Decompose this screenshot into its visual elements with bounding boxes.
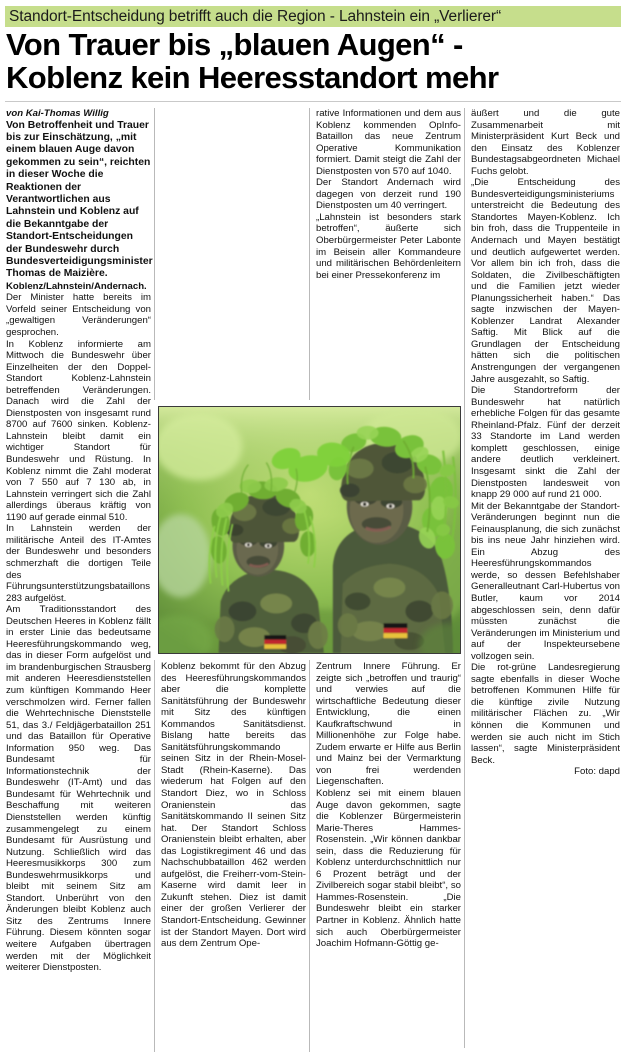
column-divider-2-top (309, 108, 310, 400)
paragraph: Koblenz sei mit einem blauen Auge davon gekommen, sagte die Koblenzer Bürgermeisterin Marie-Theres Hammes-Rosenstein. „Wir können dankbar sein, dass die Reduzierung für Koblenz unterdurchschnittlich nur 6 Prozent beträgt und der Zivilbereich sogar stabil bleibt“, so Hammes-Rosenstein. „Die Bundeswehr bleibt ein starker Partner in Koblenz. Ähnlich hatte sich auch Oberbürgermeister Joachim Hofmann-Göttig ge- (316, 788, 461, 950)
paragraph: rative Informationen und dem aus Koblenz kommenden OpInfo-Bataillon das neue Zentrum Operative Kommunikation formiert. Damit steigt die Zahl der Dienstposten von 570 auf 1040. (316, 108, 461, 177)
article-column-2 (161, 108, 306, 400)
page-title (6, 28, 622, 95)
paragraph: Der Standort Andernach wird dagegen von derzeit rund 190 Dienstposten um 40 verringert. (316, 177, 461, 212)
lead-paragraph: Von Betroffenheit und Trauer bis zur Einschätzung, „mit einem blauen Auge davon gekommen zu sein“, reichten in dieser Woche die Reaktionen der Verantwortlichen aus Lahnstein und Koblenz auf die Bekanntgabe der Standort-Entscheidungen der Bundeswehr durch Bundesverteidigungsminister Thomas de Maizière. (6, 119, 153, 280)
article-column-4 (471, 108, 620, 778)
paragraph: Die Standortreform der Bundeswehr hat natürlich erhebliche Folgen für das gesamte Rheinland-Pfalz. Fünf der derzeit 33 Standorte im Land werden komplett geschlossen, einige andere deutlich verkleinert. Insgesamt sinkt die Zahl der Dienstposten landesweit von knapp 29 000 auf rund 21 000. (471, 385, 620, 501)
headline-line-1: Von Trauer bis „blauen Augen“ - (6, 27, 463, 62)
paragraph: Mit der Bekanntgabe der Standort-Veränderungen beginnt nun die Feinausplanung, die sich zunächst bis ins neue Jahr hinziehen wird. Ein Abzug des Heeresführungskommandos werde, so dessen Befehlshaber Generalleutnant Carl-Hubertus von Butler, kaum vor 2014 abgeschlossen sein, denn dafür müssten zunächst die Veränderungen im Ministerium und auf der Inspekteursebene vollzogen sein. (471, 500, 620, 662)
dateline: Koblenz/Lahnstein/Andernach. (6, 280, 147, 292)
paragraph-text: Der Minister hatte bereits im Vorfeld seiner Entscheidung von „gewaltigen Veränderungen“ gesprochen. (6, 292, 151, 339)
soldiers-photo-illustration (159, 407, 460, 653)
article-column-3-lower (316, 661, 461, 950)
article-column-2-lower (161, 661, 306, 950)
headline-divider (5, 101, 621, 102)
column-divider-2-bottom (309, 660, 310, 1052)
byline: von Kai-Thomas Willig (6, 108, 109, 119)
paragraph: Zentrum Innere Führung. Er zeigte sich „betroffen und traurig“ und verwies auf die wirtschaftliche Bedeutung dieser Entwicklung, die einen Kaufkraftschwund in Millionenhöhe zur Folge habe. Zudem erwarte er Hilfe aus Berlin und Mainz bei der Vermarktung von frei werdenden Liegenschaften. (316, 661, 461, 788)
paragraph: äußert und die gute Zusammenarbeit mit Ministerpräsident Kurt Beck und den Einsatz des Koblenzer Bundestagsabgeordneten Michael Fuchs gelobt. (471, 108, 620, 177)
paragraph (6, 281, 151, 339)
photo-credit: Foto: dapd (574, 766, 620, 778)
kicker-text: Standort-Entscheidung betrifft auch die Region - Lahnstein ein „Verlierer“ (9, 8, 502, 25)
paragraph: In Koblenz informierte am Mittwoch die Bundeswehr über Einzelheiten der den Doppel-Standort Koblenz-Lahnstein betreffenden Veränderungen. Danach wird die Zahl der Dienstposten von insgesamt rund 8700 auf 7600 sinken. Koblenz-Lahnstein bleibt damit ein wichtiger Standort für Bundeswehr und Rüstung. In Koblenz nimmt die Zahl moderat von 7 550 auf 7 130 ab, in Lahnstein verringert sich die Zahl allerdings überaus kräftig von 1190 auf gerade einmal 510. (6, 338, 151, 523)
column-divider-1-top (154, 108, 155, 400)
column-divider-3 (464, 108, 465, 1048)
paragraph: „Lahnstein ist besonders stark betroffen“, äußerte sich Oberbürgermeister Peter Labonte im Beisein aller Kommandeure und militärischen Behördenleitern bei einer Pressekonferenz im (316, 211, 461, 281)
article-photo (158, 406, 461, 654)
paragraph: In Lahnstein werden der militärische Anteil des IT-Amtes der Bundeswehr und besonders schmerzhaft die dortigen Teile des Führungsunterstützungsbataillons 283 aufgelöst. (6, 523, 151, 604)
column-divider-1-bottom (154, 660, 155, 1052)
paragraph: Die rot-grüne Landesregierung sagte ebenfalls in dieser Woche betroffenen Kommunen Hilfe für die künftige zivile Nutzung militärischer Flächen zu. „Wir können die Kommunen und werden sie auch nicht im Stich lassen“, sagte Ministerpräsident Beck. (471, 662, 620, 766)
paragraph: „Die Entscheidung des Bundesverteidigungsministeriums unterstreicht die Bedeutung des Standortes Mayen-Koblenz. Ich bin froh, dass die Truppenteile in Andernach und Mayen bestätigt und deutlich aufgewertet werden. Vor allem bin ich froh, dass die Soldaten, die Zivilbeschäftigten und die Familien jetzt wieder Planungssicherheit haben.“ Das sagte inzwischen der Mayen-Koblenzer Landrat Alexander Saftig. Mit Blick auf die Grundlagen der Entscheidung hätten sich die politischen Anstrengungen der vergangenen Jahre ausgezahlt, so Saftig. (471, 177, 620, 385)
paragraph: Koblenz bekommt für den Abzug des Heeresführungskommandos aber die komplette Sanitätsführung der Bundeswehr mit Sitz des künftigen Kommandos Sanitätsdienst. Bislang hatte bereits das Sanitätsführungskommando seinen Sitz in der Rhein-Mosel-Stadt (Rhein-Kaserne). Das wiederum hat Folgen auf den Standort Diez, wo in Schloss Oranienstein das Sanitätskommando II seinen Sitz hat. Der Standort Schloss Oranienstein bleibt erhalten, aber das Logistikregiment 46 und das Nachschubbataillon 462 werden aufgelöst, die Freiherr-vom-Stein-Kaserne wird damit leer in Zukunft stehen. Diez ist damit einer der großen Verlierer der Standort-Entscheidung. Gewinner ist der Standort Mayen. Dort wird aus dem Zentrum Ope- (161, 661, 306, 950)
paragraph: Am Traditionsstandort des Deutschen Heeres in Koblenz fällt in erster Linie das bedeutsame Heeresführungskommando weg, das in dieser Form aufgelöst und im brandenburgischen Strausberg mit anderen Heeresdienststellen zum künftigen Kommando Heer verschmolzen wird. Ferner fallen die Wehrtechnische Dienststelle 51, das 3./ Feldjägerbataillon 251 und das Bataillon für Operative Information 950 weg. Das Bundesamt für Informationstechnik der Bundeswehr (IT-Amt) und das Bundesamt für Wehrtechnik und Beschaffung mit weiteren Dienststellen werden künftig zusammengelegt zu einem Bundesamt für Ausrüstung und Nutzung. Schließlich wird das Heeresmusikkorps 300 zum Bundeswehrmusikkorps und bleibt mit seinem Sitz am Standort. Unberührt von den Änderungen bleibt Koblenz auch Sitz des Zentrums Innere Führung. Diesem könnten sogar weitere Aufgaben übertragen werden mit der Möglichkeit weiterer Dienstposten. (6, 604, 151, 974)
article-column-1 (6, 108, 151, 974)
headline-line-2: Koblenz kein Heeresstandort mehr (6, 60, 499, 96)
article-column-3 (316, 108, 461, 281)
